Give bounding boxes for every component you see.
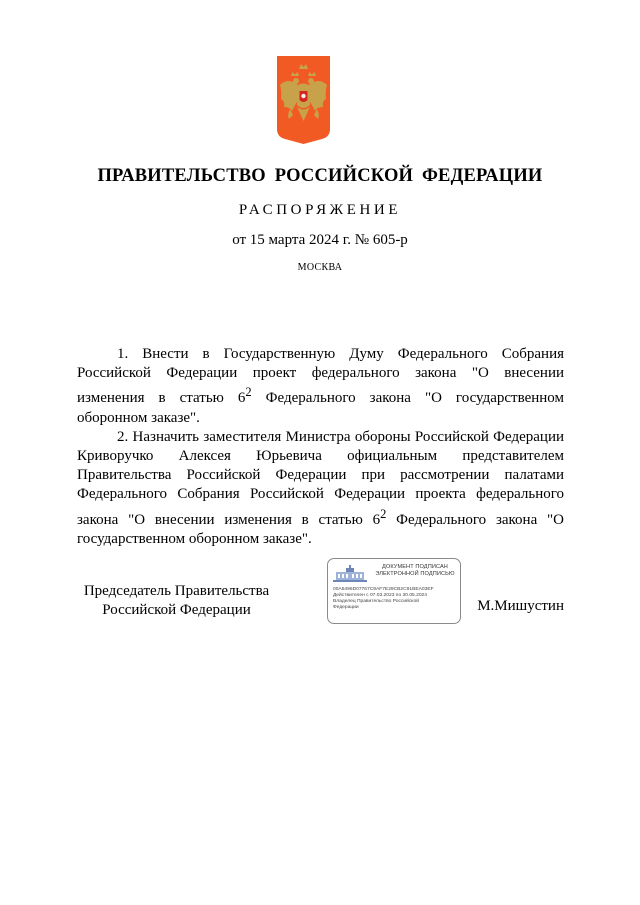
stamp-details [333,587,459,611]
paragraph-1-text-end: Федерального закона "О государственном оборонном заказе". [77,390,564,426]
electronic-signature-stamp [327,558,461,624]
paragraph-1-superscript: 2 [245,385,252,400]
signatory-position [74,582,279,620]
stamp-owner-line-1: Владелец Правительство Российской [333,599,419,604]
document-type: РАСПОРЯЖЕНИЕ [238,202,402,218]
paragraph-2 [77,428,564,549]
paragraph-1-text: 1. Внести в Государственную Думу Федерального Собрания Российской Федерации проект федерального закона "О внесении изменения в статью 6 [77,346,564,407]
paragraph-1 [77,345,564,428]
paragraph-2-text: 2. Назначить заместителя Министра обороны Российской Федерации Криворучко Алексея Юрьевича официальным представителем Правительства Российской Федерации при рассмотрении палатами Федерального Собрания Российской Федерации проекта федерального закона "О внесении изменения в статью 6 [77,428,564,528]
document-date-number: от 15 марта 2024 г. № 605-р [232,232,408,248]
signatory-position-line-1: Председатель Правительства [83,583,270,599]
document-city: МОСКВА [297,262,343,273]
document-body [77,345,564,549]
stamp-owner-line-2: Федерации [333,605,359,610]
paragraph-2-superscript: 2 [380,506,387,521]
signatory-name: М.Мишустин [477,598,564,614]
signatory-position-line-2: Российской Федерации [102,602,251,618]
coat-of-arms-emblem [276,55,331,145]
stamp-validity: Действителен с 07.03.2023 по 30.05.2024 [333,593,427,598]
stamp-serial: 00A5496D07767C9AF7E29CB2C91BEA03EF [333,587,434,592]
stamp-title [372,564,458,578]
government-building-icon [333,565,367,583]
government-title: ПРАВИТЕЛЬСТВО РОССИЙСКОЙ ФЕДЕРАЦИИ [97,166,543,186]
stamp-title-line-1: ДОКУМЕНТ ПОДПИСАН [382,564,448,570]
paragraph-2-text-end: Федерального закона "О государственном оборонном заказе". [77,511,564,547]
stamp-title-line-2: ЭЛЕКТРОННОЙ ПОДПИСЬЮ [375,571,455,577]
